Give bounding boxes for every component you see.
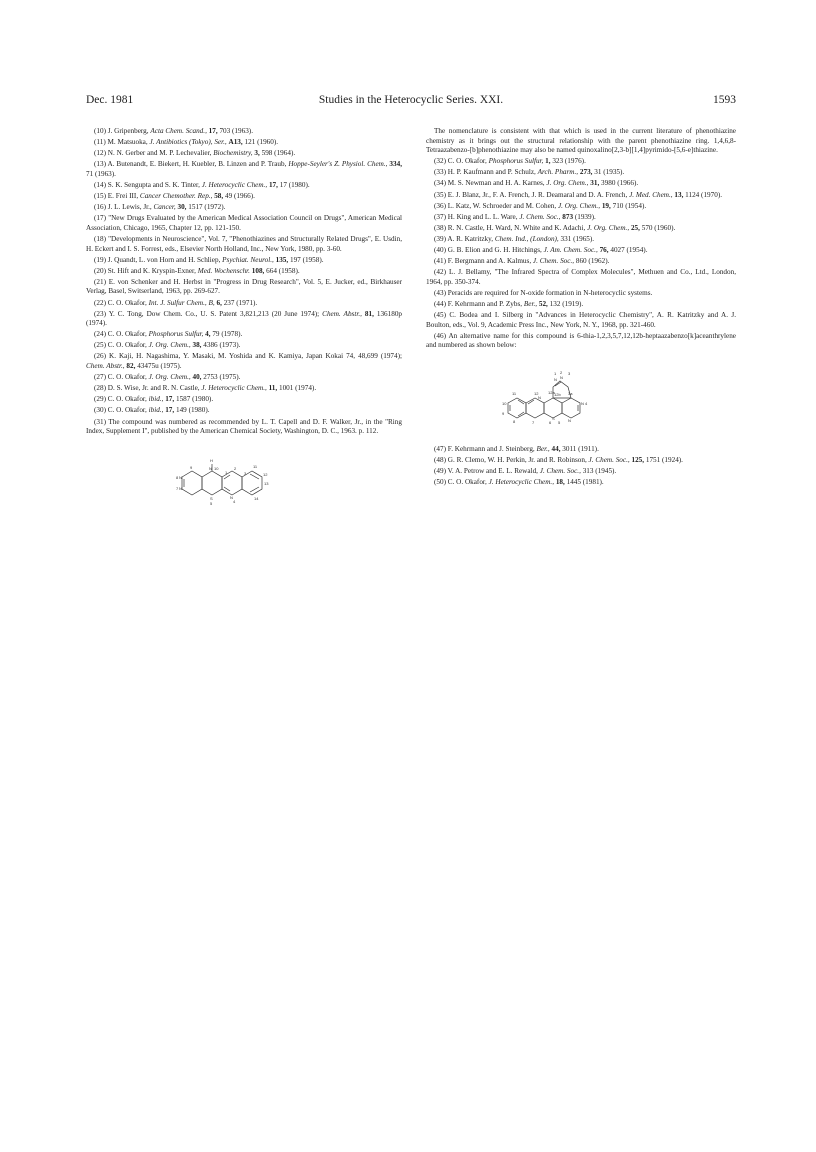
reference-journal: Int. J. Sulfur Chem., B, [148, 298, 215, 307]
mol1-label: 1 [225, 469, 228, 475]
mol2-label: 7 [532, 419, 535, 425]
reference-authors: The compound was numbered as recommended by L. T. Capell and D. F. Walker, Jr., in the "Ring Index, Supplement I", published by the American Chemical Society, Washington, D. C., 1963. p. 112. [86, 417, 402, 436]
reference-volume: 19, [601, 201, 611, 210]
reference-authors: J. Quandt, L. von Horn and H. Schliep, [107, 255, 223, 264]
reference-volume: 38, [192, 341, 202, 350]
reference-authors: G. B. Elion and G. H. Hitchings, [447, 246, 544, 255]
reference-journal: J. Org. Chem., [148, 373, 191, 382]
reference-number: (16) [94, 203, 106, 212]
reference-details: 1587 (1980). [174, 395, 214, 404]
reference-details: 331 (1965). [558, 234, 595, 243]
mol1-label: 7 [176, 485, 179, 491]
reference-details: 1124 (1970). [683, 190, 723, 199]
reference-authors: E. J. Blanz, Jr., F. A. French, J. R. Deamaral and D. A. French, [447, 190, 630, 199]
reference-journal: J. Org. Chem., [557, 201, 601, 210]
mol1-label: S [210, 495, 213, 501]
reference-authors: A. Butenandt, E. Biekert, H. Kuebler, B. Linzen and P. Traub, [107, 160, 289, 169]
reference-number: (42) [434, 268, 446, 277]
reference-details: 17 (1980). [277, 180, 310, 189]
reference-details: 31 (1935). [592, 168, 625, 177]
reference-entry [426, 235, 736, 245]
reference-details: 313 (1945). [580, 467, 617, 476]
reference-volume: 108, [251, 266, 265, 275]
reference-entry [426, 332, 736, 351]
reference-volume: 18, [555, 478, 565, 487]
reference-volume: 11, [268, 384, 278, 393]
reference-number: (11) [94, 138, 106, 147]
reference-entry [426, 246, 736, 256]
reference-volume: 52, [538, 300, 548, 308]
left-column [86, 127, 402, 525]
mol2-label: N [568, 417, 571, 423]
reference-details: 860 (1962). [574, 257, 610, 266]
reference-journal: J. Med. Chem., [629, 190, 673, 199]
reference-journal: Chem. Abstr., [322, 309, 362, 318]
reference-number: (23) [94, 309, 106, 318]
reference-number: (35) [434, 190, 446, 199]
mol1-label: 2 [234, 465, 237, 471]
reference-details: 121 (1960). [242, 138, 279, 147]
reference-entry [426, 213, 736, 223]
reference-number: (34) [434, 179, 446, 188]
reference-volume: 4, [205, 330, 211, 339]
reference-number: (30) [94, 406, 106, 415]
reference-number: (22) [94, 298, 106, 307]
reference-list-right [426, 157, 736, 351]
reference-entry [86, 341, 402, 351]
reference-number: (25) [94, 341, 106, 350]
reference-entry [86, 299, 402, 309]
reference-volume: 125, [631, 456, 645, 465]
reference-entry [426, 157, 736, 167]
mol2-label: 8 [513, 418, 516, 424]
reference-authors: St. Hift and K. Kryspin-Exner, [107, 266, 198, 275]
mol1-label: 10 [214, 465, 219, 471]
reference-number: (15) [94, 192, 106, 201]
reference-journal: J. Chem. Soc., [532, 257, 575, 266]
header-title: Studies in the Heterocyclic Series. XXI. [318, 94, 504, 106]
mol1-label: 14 [254, 495, 259, 501]
reference-authors: K. Kaji, H. Nagashima, Y. Masaki, M. Yoshida and K. Kamiya, Japan Kokai 74, 48,699 (1974); [109, 352, 403, 361]
reference-journal: ibid., [148, 395, 164, 404]
reference-entry [86, 127, 402, 137]
reference-entry [86, 267, 402, 277]
mol2-label: 4 [585, 400, 588, 406]
reference-list-left [86, 127, 402, 437]
reference-journal: Chem. Ind., (London), [494, 234, 559, 243]
reference-details: 4386 (1973). [201, 341, 241, 350]
mol2-label: 5 [558, 419, 561, 425]
reference-journal: Biochemistry, [213, 149, 253, 158]
reference-volume: 58, [214, 192, 224, 201]
header-date: Dec. 1981 [86, 94, 134, 106]
nomenclature-paragraph: The nomenclature is consistent with that which is used in the current literature of phenothiazine chemistry as it brings out the structural relationship with the parent phenothiazine ring. 1,4,6,8-Tetraazabenzo-[b]phenothiazine may also be named quinoxalino[2,3-b][1,4]pyrimido-[5,6-e]thiazine. [426, 127, 736, 155]
reference-number: (12) [94, 149, 106, 158]
reference-number: (47) [434, 444, 446, 453]
reference-journal: J. Org. Chem., [546, 179, 589, 188]
reference-authors: C. O. Okafor, [447, 478, 489, 487]
reference-number: (36) [434, 201, 446, 210]
reference-authors: M. Matsuoka, [107, 138, 150, 147]
reference-entry [86, 203, 402, 213]
reference-details: 49 (1966). [223, 192, 255, 201]
mol1-label: N [209, 465, 212, 471]
reference-authors: C. O. Okafor, [107, 406, 149, 415]
reference-authors: V. A. Petrow and E. L. Rewald, [447, 467, 540, 476]
mol2-label: N [581, 400, 584, 406]
structure-diagram-1 [86, 451, 402, 517]
reference-journal: J. Heterocyclic Chem., [488, 478, 555, 487]
reference-entry [86, 149, 402, 159]
reference-journal: Ber., [523, 300, 538, 308]
mol2-label: N [560, 374, 563, 380]
reference-entry [86, 192, 402, 202]
reference-number: (13) [94, 160, 106, 169]
reference-details: 710 (1954). [610, 201, 647, 210]
reference-volume: 25, [630, 223, 640, 232]
reference-journal: J. Am. Chem. Soc., [543, 246, 598, 255]
reference-details: 570 (1960). [639, 223, 676, 232]
reference-volume: 17, [165, 406, 175, 415]
reference-details: 598 (1964). [259, 149, 296, 158]
reference-volume: 30, [177, 203, 187, 212]
running-header [86, 94, 736, 110]
reference-volume: 17, [165, 395, 175, 404]
reference-entry [426, 168, 736, 178]
reference-journal: ibid., [148, 406, 164, 415]
reference-details: 149 (1980). [174, 406, 210, 415]
reference-entry [426, 202, 736, 212]
reference-volume: 13, [674, 190, 684, 199]
reference-details: 1001 (1974). [277, 384, 317, 393]
reference-number: (26) [94, 352, 106, 361]
reference-entry [86, 235, 402, 254]
reference-entry [86, 418, 402, 437]
ring-pyrimidine [562, 398, 580, 418]
reference-journal: Phosphorus Sulfur, [148, 330, 204, 339]
reference-authors: L. J. Bellamy, "The Infrared Spectra of Complex Molecules", Methuen and Co., Ltd., London, 1964, pp. 350-374. [426, 268, 737, 286]
reference-number: (10) [94, 127, 106, 135]
reference-entry [86, 373, 402, 383]
reference-entry [426, 467, 736, 477]
reference-entry [86, 384, 402, 394]
reference-volume: 17, [208, 127, 218, 135]
structure-diagram-2 [426, 365, 736, 437]
reference-details: 323 (1976). [550, 157, 586, 166]
reference-details: 3980 (1966). [599, 179, 639, 188]
reference-entry [86, 330, 402, 340]
reference-entry [426, 445, 736, 455]
reference-volume: A13, [228, 138, 243, 147]
reference-list-right-continued [426, 445, 736, 488]
reference-authors: C. O. Okafor, [107, 298, 149, 307]
header-page-number: 1593 [713, 94, 736, 106]
reference-volume: 31, [590, 179, 600, 188]
reference-authors: C. O. Okafor, [107, 373, 149, 382]
mol1-label: 5 [210, 500, 213, 506]
reference-details: 1445 (1981). [564, 478, 604, 487]
ring-thiazine [202, 471, 222, 495]
reference-details: 664 (1958). [264, 266, 300, 275]
reference-authors: N. N. Gerber and M. P. Lechevalier, [107, 149, 214, 158]
reference-details: 1751 (1924). [644, 456, 683, 465]
reference-entry [86, 256, 402, 266]
reference-authors: C. O. Okafor, [107, 395, 149, 404]
reference-number: (29) [94, 395, 106, 404]
reference-volume: 3, [254, 149, 260, 158]
reference-details: 132 (1919). [547, 300, 584, 308]
reference-entry [426, 289, 736, 299]
reference-number: (43) [434, 288, 446, 297]
reference-number: (44) [434, 300, 446, 308]
mol2-label: S [552, 415, 555, 421]
mol1-label: H [210, 457, 213, 463]
reference-number: (48) [434, 456, 446, 465]
reference-journal: J. Org. Chem., [148, 341, 191, 350]
mol1-label: N [230, 494, 233, 500]
reference-authors: E. Frei III, [107, 192, 140, 201]
mol2-label: 11 [512, 390, 517, 396]
reference-entry [86, 138, 402, 148]
reference-details: 703 (1963). [217, 127, 253, 135]
reference-entry [426, 179, 736, 189]
reference-entry [426, 456, 736, 466]
reference-details: 197 (1958). [288, 255, 324, 264]
reference-volume: 44, [551, 444, 561, 453]
mol1-label: 3 [244, 470, 247, 476]
reference-entry [86, 181, 402, 191]
reference-entry [426, 478, 736, 488]
reference-entry [426, 300, 736, 310]
reference-journal: J. Chem. Soc., [539, 467, 581, 476]
reference-volume: 40, [192, 373, 202, 382]
reference-number: (37) [434, 212, 446, 221]
reference-journal: J. Chem. Soc., [519, 212, 561, 221]
reference-authors: C. O. Okafor, [107, 341, 149, 350]
reference-authors: J. Gripenberg, [107, 127, 151, 135]
reference-number: (32) [434, 157, 446, 166]
reference-number: (19) [94, 255, 106, 264]
mol1-label: 8 [176, 474, 179, 480]
reference-volume: 135, [275, 255, 289, 264]
reference-journal: Acta Chem. Scand., [150, 127, 207, 135]
reference-authors: G. R. Clemo, W. H. Perkin, Jr. and R. Robinson, [447, 456, 589, 465]
reference-authors: H. King and L. L. Ware, [447, 212, 520, 221]
reference-entry [86, 278, 402, 297]
mol2-label: 3 [568, 370, 571, 376]
reference-volume: 334, [389, 160, 402, 169]
reference-entry [86, 395, 402, 405]
reference-entry [86, 352, 402, 371]
reference-number: (24) [94, 330, 106, 339]
reference-entry [426, 257, 736, 267]
reference-authors: S. K. Sengupta and S. K. Tinter, [107, 180, 202, 189]
ring-benzene [508, 398, 526, 418]
reference-journal: J. Chem. Soc., [588, 456, 630, 465]
reference-number: (20) [94, 266, 106, 275]
reference-journal: J. Antibiotics (Tokyo), Ser., [149, 138, 227, 147]
reference-authors: Y. C. Tong, Dow Chem. Co., U. S. Patent 3,821,213 (20 June 1974); [108, 309, 323, 318]
reference-authors: M. S. Newman and H. A. Karnes, [447, 179, 547, 188]
reference-number: (28) [94, 384, 106, 393]
reference-details: 71 (1963). [86, 169, 116, 178]
reference-number: (27) [94, 373, 106, 382]
reference-journal: J. Org. Chem., [587, 223, 630, 232]
reference-entry [86, 160, 402, 179]
reference-authors: C. Bodea and I. Silberg in "Advances in Heterocyclic Chemistry", A. R. Katritzky and A. J. Boulton, eds., Vol. 9, Academic Press Inc., New York, N. Y., 1968, pp. 321-460. [426, 311, 737, 329]
reference-authors: C. O. Okafor, [107, 330, 149, 339]
mol1-label: 11 [253, 463, 258, 469]
reference-volume: 273, [579, 168, 593, 177]
reference-authors: "Developments in Neuroscience", Vol. 7, "Phenothiazines and Structurally Related Drugs", E. Usdin, H. Eckert and I. S. Forrest, eds., Elsevier North Holland, Inc., New York, 1980, pp. 3-60. [86, 234, 402, 253]
reference-volume: 6, [216, 298, 222, 307]
reference-volume: 873 [562, 212, 574, 221]
reference-journal: J. Heterocyclic Chem., [201, 180, 268, 189]
reference-number: (18) [94, 234, 106, 243]
ring-thiazine [544, 398, 562, 418]
reference-number: (46) [434, 331, 446, 340]
reference-authors: F. Kehrmann and J. Steinberg, [447, 444, 537, 453]
reference-volume: 76, [599, 246, 609, 255]
mol2-label: 3a [568, 390, 573, 396]
reference-number: (40) [434, 246, 446, 255]
reference-number: (21) [94, 277, 106, 286]
mol2-label: 6 [549, 419, 552, 425]
reference-authors: C. O. Okafor, [447, 157, 489, 166]
mol1-label: 12 [263, 471, 268, 477]
reference-journal: Cancer, [153, 203, 176, 212]
mol2-label: 2 [560, 369, 563, 375]
reference-entry [426, 191, 736, 201]
mol2-label: 12 [534, 390, 539, 396]
reference-authors: F. Bergmann and A. Kalmus, [447, 257, 533, 266]
reference-authors: H. P. Kaufmann and P. Schulz, [447, 168, 538, 177]
mol1-label: 9 [190, 464, 193, 470]
reference-authors: E. von Schenker and H. Herbst in "Progress in Drug Research", Vol. 5, E. Jucker, ed., Birkhauser Verlag, Basel, Switserland, 1963, pp. 269-627. [86, 277, 403, 296]
reference-details: 136180p (1974). [86, 309, 403, 328]
reference-number: (45) [434, 311, 446, 320]
reference-number: (14) [94, 180, 106, 189]
reference-journal: Arch. Pharm., [537, 168, 579, 177]
reference-entry [426, 268, 736, 287]
reference-authors: F. Kehrmann and P. Zybs, [447, 300, 524, 308]
reference-authors: D. S. Wise, Jr. and R. N. Castle, [107, 384, 202, 393]
reference-number: (49) [434, 467, 446, 476]
mol2-label: 12b [554, 391, 561, 397]
mol1-label: N [179, 485, 182, 491]
mol1-label: 4 [233, 498, 236, 504]
reference-number: (17) [94, 214, 106, 223]
reference-journal: Phosphorus Sulfur, [488, 157, 544, 166]
reference-details: 79 (1978). [210, 330, 243, 339]
reference-journal: Cancer Chemother. Rep., [139, 192, 213, 201]
reference-entry [86, 310, 402, 329]
reference-authors: L. Katz, W. Schroeder and M. Cohen, [447, 201, 558, 210]
mol2-label: 12a [548, 389, 555, 395]
reference-entry [86, 214, 402, 233]
reference-authors: "New Drugs Evaluated by the American Medical Association Council on Drugs", American Medical Association, Chicago, 1965, Chapter 12, pp. 121-150. [86, 214, 403, 232]
reference-number: (50) [434, 478, 446, 487]
reference-authors: J. L. Lewis, Jr., [107, 203, 154, 212]
reference-volume: 81, [364, 309, 374, 318]
reference-entry [426, 311, 736, 330]
reference-details: 1517 (1972). [186, 203, 226, 212]
reference-number: (39) [434, 234, 446, 243]
right-column [426, 127, 736, 489]
mol2-label: N [554, 376, 557, 382]
reference-number: (38) [434, 223, 446, 232]
reference-details: (1939). [573, 212, 596, 221]
ring-pyrimidine [182, 471, 202, 495]
reference-journal: Psychiat. Neurol., [222, 255, 274, 264]
reference-details: 4027 (1954). [608, 246, 648, 255]
reference-details: 3011 (1911). [560, 444, 599, 453]
reference-volume: 17, [268, 180, 278, 189]
reference-authors: R. N. Castle, H. Ward, N. White and K. Adachi, [447, 223, 588, 232]
mol2-label: 10 [502, 400, 507, 406]
reference-details: 237 (1971). [221, 298, 258, 307]
mol2-label: 9 [502, 410, 505, 416]
reference-volume: 1, [545, 157, 551, 166]
reference-journal: J. Heterocyclic Chem., [201, 384, 267, 393]
reference-journal: Hoppe-Seyler's Z. Physiol. Chem., [288, 160, 388, 169]
reference-authors: An alternative name for this compound is 6-thia-1,2,3,5,7,12,12b-heptaazabenzo[k]aceanthrylene and numbered as shown below: [426, 331, 736, 350]
reference-authors: Peracids are required for N-oxide formation in N-heterocyclic systems. [447, 288, 653, 297]
reference-entry [426, 224, 736, 234]
reference-details: 2753 (1975). [201, 373, 241, 382]
reference-entry [86, 406, 402, 416]
reference-journal: Ber., [536, 444, 550, 453]
reference-number: (41) [434, 257, 446, 266]
reference-journal: Med. Wochenschr. [197, 266, 250, 275]
mol2-label: N [538, 394, 541, 400]
reference-volume: 82, [126, 362, 136, 371]
mol1-label: N [179, 474, 182, 480]
reference-number: (33) [434, 168, 446, 177]
reference-authors: A. R. Katritzky, [447, 234, 495, 243]
mol1-label: 13 [264, 480, 269, 486]
ring-pyrazine [526, 398, 544, 418]
reference-journal: Chem. Abstr., [86, 362, 125, 371]
mol2-label: 1 [554, 370, 557, 376]
reference-number: (31) [94, 417, 106, 426]
reference-details: 43475u (1975). [135, 362, 182, 371]
